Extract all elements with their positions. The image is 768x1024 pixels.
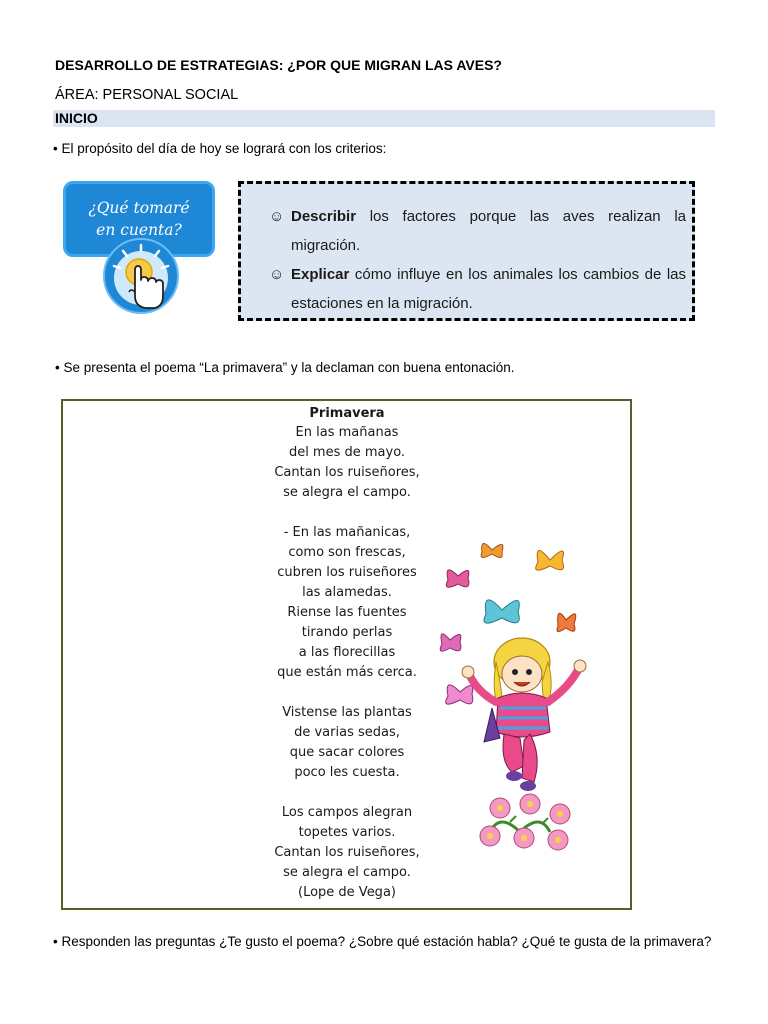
poem-line: Vistense las plantas <box>282 705 412 720</box>
butterfly-icon <box>557 613 576 631</box>
butterfly-icon <box>446 570 469 587</box>
smiley-icon: ☺ <box>269 208 285 225</box>
butterfly-icon <box>536 550 564 570</box>
bullet-icon: • <box>53 141 58 156</box>
poem-line: se alegra el campo. <box>283 865 411 880</box>
butterfly-icon <box>484 600 519 623</box>
criteria-verb: Explicar <box>291 266 350 283</box>
poem-line: que están más cerca. <box>277 665 417 680</box>
questions-text: Responden las preguntas ¿Te gusto el poema? ¿Sobre qué estación habla? ¿Qué te gusta de la primavera? <box>61 934 712 949</box>
poem-intro-text: Se presenta el poema “La primavera” y la declaman con buena entonación. <box>63 360 515 375</box>
questions-paragraph <box>53 933 715 950</box>
section-title: INICIO <box>55 110 98 126</box>
pointing-hand-icon <box>101 236 181 316</box>
poem-line: topetes varios. <box>298 825 396 840</box>
poem-line: Riense las fuentes <box>287 605 407 620</box>
girl-butterflies-illustration <box>430 532 605 862</box>
butterfly-icon <box>446 685 473 704</box>
butterfly-icon <box>440 634 461 651</box>
poem-line: - En las mañanicas, <box>283 525 411 540</box>
poem-line: del mes de mayo. <box>288 445 406 460</box>
intro-text: El propósito del día de hoy se logrará con los criterios: <box>61 141 387 156</box>
butterfly-icon <box>481 543 503 557</box>
poem-title: Primavera <box>309 406 385 421</box>
area-label: ÁREA: PERSONAL SOCIAL <box>55 87 239 103</box>
poem-line: cubren los ruiseñores <box>277 565 417 580</box>
intro-paragraph <box>53 141 386 156</box>
criteria-item <box>269 260 686 318</box>
flowers-icon <box>480 794 570 850</box>
criteria-box <box>238 181 695 321</box>
criteria-text: cómo influye en los animales los cambios de las estaciones en la migración. <box>291 266 686 312</box>
poem-line: como son frescas, <box>288 545 406 560</box>
criteria-item <box>269 202 686 260</box>
page-title: DESARROLLO DE ESTRATEGIAS: ¿POR QUE MIGRAN LAS AVES? <box>55 57 502 73</box>
poem-line: En las mañanas <box>295 425 399 440</box>
poem-line: de varias sedas, <box>294 725 400 740</box>
stanza-gap <box>222 503 472 523</box>
poem-line: tirando perlas <box>301 625 393 640</box>
poem-line: poco les cuesta. <box>294 765 400 780</box>
poem-intro-paragraph <box>55 360 515 375</box>
poem-line: se alegra el campo. <box>283 485 411 500</box>
smiley-icon: ☺ <box>269 266 285 283</box>
bullet-icon: • <box>55 360 60 375</box>
section-bar-inicio <box>53 110 715 127</box>
poem-line: Cantan los ruiseñores, <box>274 845 420 860</box>
criteria-verb: Describir <box>291 208 357 225</box>
poem-line: (Lope de Vega) <box>298 885 396 900</box>
poem-stanza <box>222 423 472 503</box>
bullet-icon: • <box>53 934 58 949</box>
poem-line: las alamedas. <box>302 585 392 600</box>
poem-line: que sacar colores <box>289 745 405 760</box>
poem-line: a las florecillas <box>298 645 396 660</box>
poem-line: Cantan los ruiseñores, <box>274 465 420 480</box>
poem-line: Los campos alegran <box>281 805 413 820</box>
criteria-text: los factores porque las aves realizan la migración. <box>291 208 686 254</box>
badge-text: ¿Qué tomaré en cuenta? <box>88 199 190 239</box>
girl-figure <box>462 638 586 791</box>
